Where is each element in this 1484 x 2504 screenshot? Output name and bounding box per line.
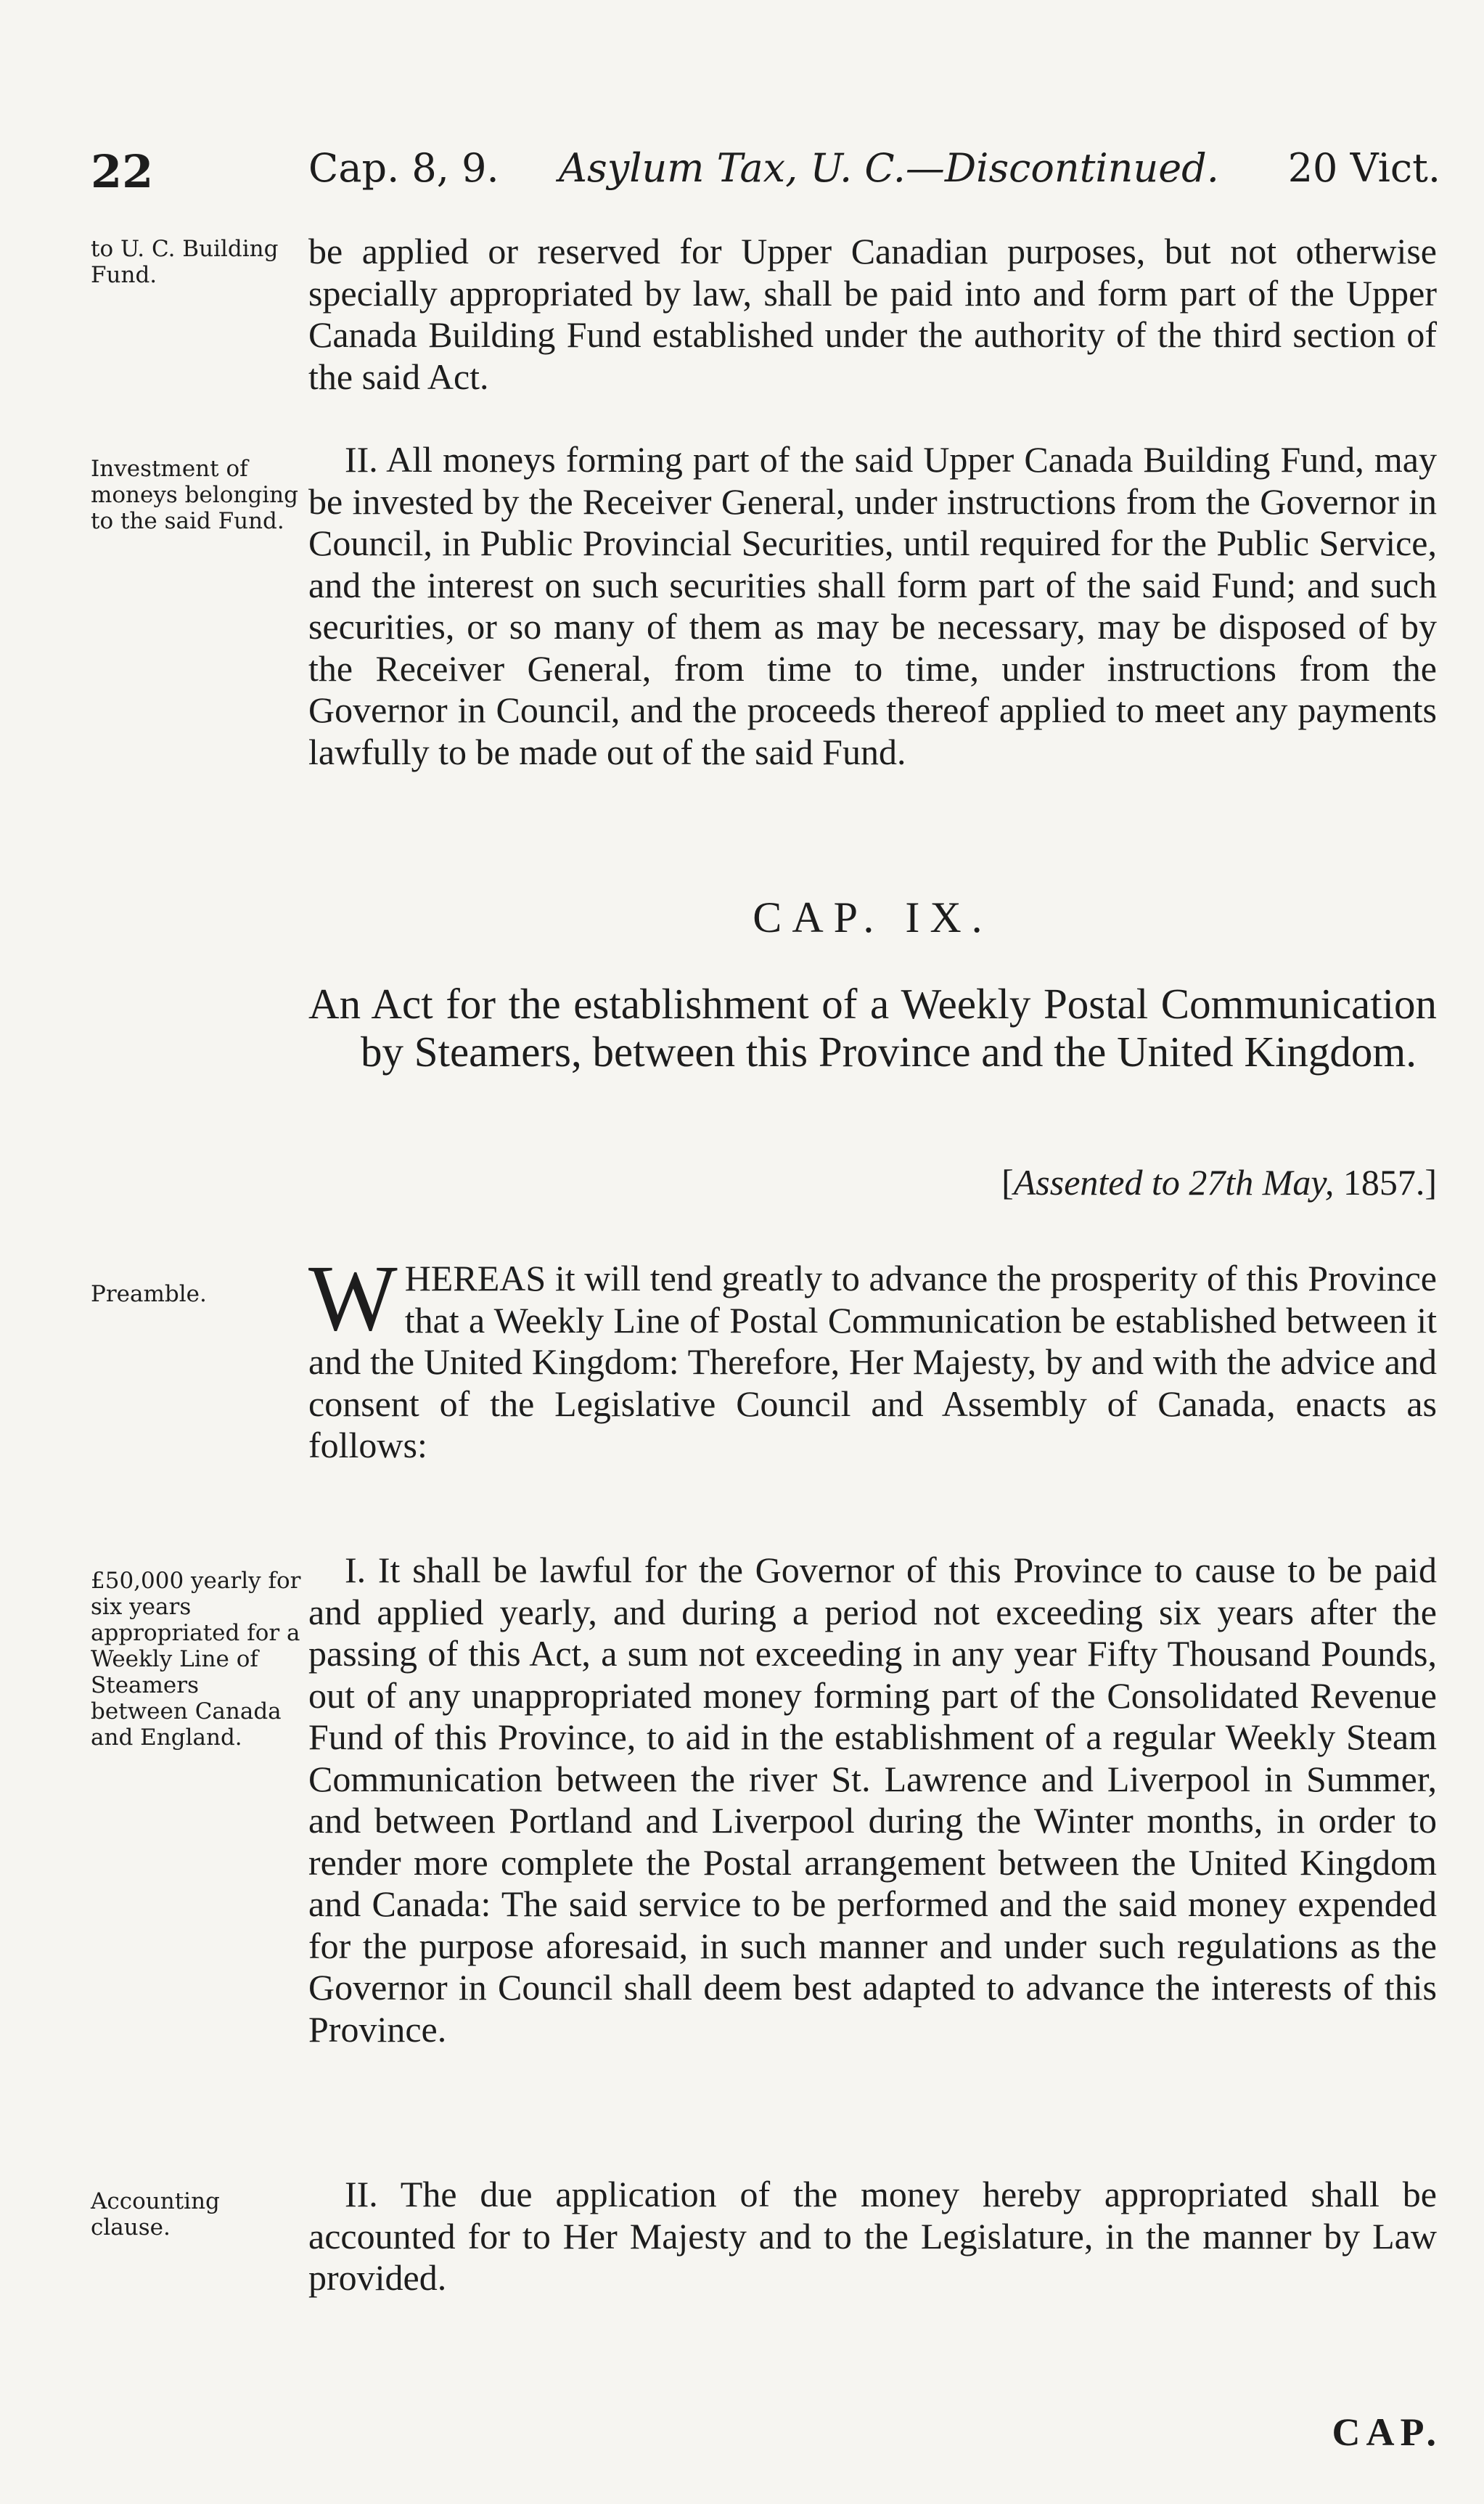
margin-note-investment: Investment of moneys belonging to the said Fund. [91, 456, 298, 534]
chapter-heading: CAP. IX. [753, 893, 993, 941]
margin-note-appropriation: £50,000 yearly for six years appropriated for a Weekly Line of Steamers between Canada and England. [91, 1568, 301, 1751]
paragraph-continuation: be applied or reserved for Upper Canadian purposes, but not otherwise specially appropriated by law, shall be paid into and form part of the Upper Canada Building Fund established under the authority of the third section of the said Act. [308, 231, 1437, 397]
act-title: An Act for the establishment of a Weekly Postal Communication by Steamers, between this Province and the United Kingdom. [308, 980, 1437, 1076]
chapter-reference: Cap. 8, 9. [308, 145, 499, 191]
assent-bracket: [ [1001, 1162, 1014, 1203]
assent-italic: Assented to 27th May, [1013, 1162, 1335, 1203]
assent-year: 1857.] [1334, 1162, 1437, 1203]
catchword: CAP. [1332, 2410, 1442, 2454]
section-i-appropriation: I. It shall be lawful for the Governor of this Province to cause to be paid and applied yearly, and during a period not exceeding six years after the passing of this Act, a sum not exceeding in any year Fifty Thousand Pounds, out of any unappropriated money forming part of the Consolidated Revenue Fund of this Province, to aid in the establishment of a regular Weekly Steam Communication between the river St. Lawrence and Liverpool in Summer, and between Portland and Liverpool during the Winter months, in order to render more complete the Postal arrangement between the United Kingdom and Canada: The said service to be performed and the said money expended for the purpose aforesaid, in such manner and under such regulations as the Governor in Council shall deem best adapted to advance the interests of this Province. [308, 1550, 1437, 2050]
margin-note-preamble: Preamble. [91, 1281, 207, 1307]
regnal-year: 20 Vict. [1287, 145, 1440, 191]
section-ii-accounting: II. The due application of the money hereby appropriated shall be accounted for to Her Majesty and to the Legislature, in the manner by Law provided. [308, 2174, 1437, 2298]
margin-note-accounting: Accounting clause. [91, 2188, 220, 2241]
preamble-paragraph [308, 1246, 1437, 1467]
running-header [91, 145, 1440, 203]
running-title: Asylum Tax, U. C.—Discontinued. [559, 145, 1219, 191]
drop-capital: W [308, 1246, 398, 1351]
assent-date [308, 1161, 1437, 1203]
preamble-text: HEREAS it will tend greatly to advance the prosperity of this Province that a Weekly Line of Postal Communication be established between it and the United Kingdom: Therefore, Her Majesty, by and with the advice and consent of the Legislative Council and Assembly of Canada, enacts as follows: [308, 1258, 1437, 1465]
page-number: 22 [91, 145, 154, 198]
section-ii-investment: II. All moneys forming part of the said Upper Canada Building Fund, may be invested by the Receiver General, under instructions from the Governor in Council, in Public Provincial Securities, until required for the Public Service, and the interest on such securities shall form part of the said Fund; and such securities, or so many of them as may be necessary, may be disposed of by the Receiver General, from time to time, under instructions from the Governor in Council, and the proceeds thereof applied to meet any payments lawfully to be made out of the said Fund. [308, 439, 1437, 772]
margin-note-building-fund: to U. C. Building Fund. [91, 236, 279, 288]
